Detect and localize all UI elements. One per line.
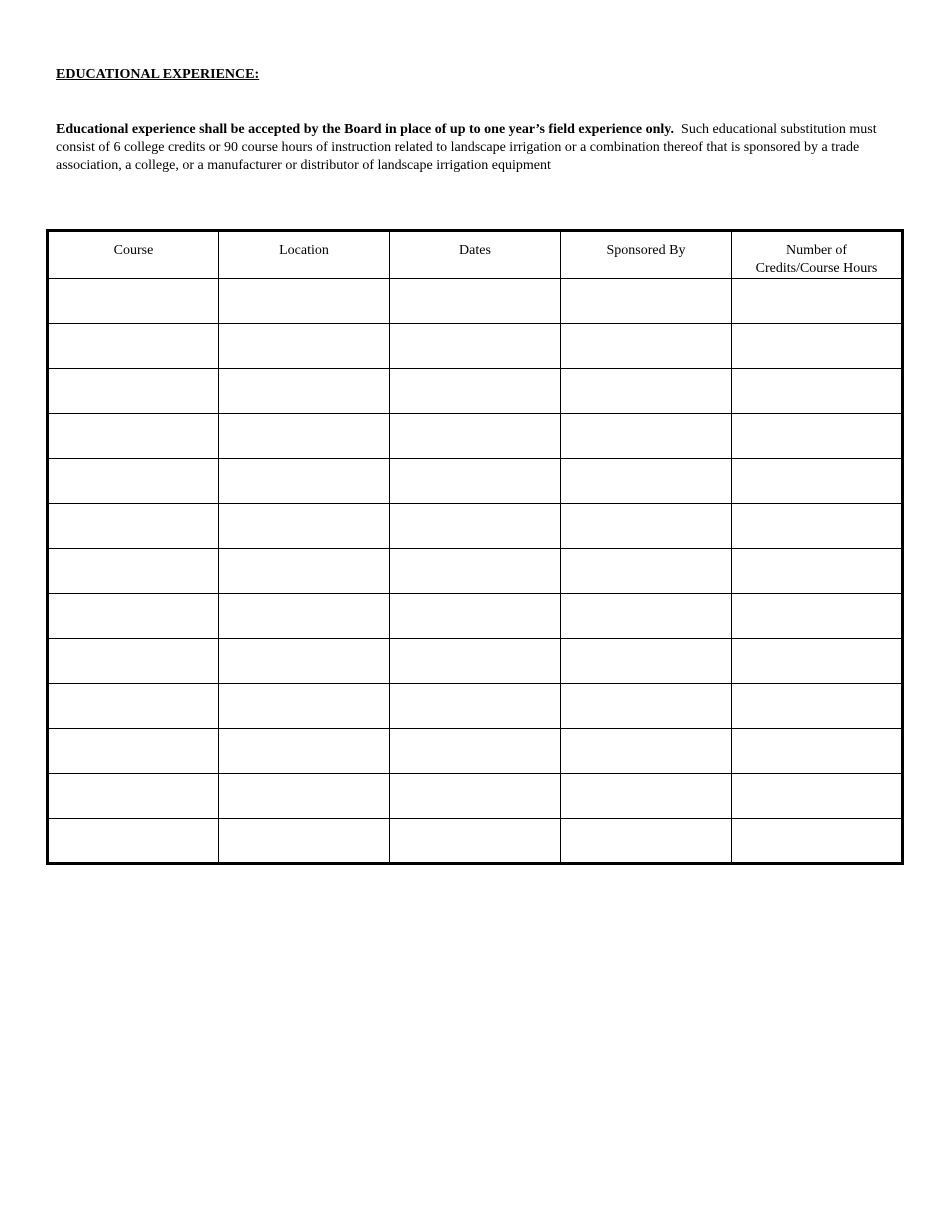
cell-dates[interactable] <box>390 639 561 684</box>
intro-bold-text: Educational experience shall be accepted by the Board in place of up to one year’s field experience only. <box>56 122 675 137</box>
cell-course[interactable] <box>48 819 219 864</box>
cell-credits[interactable] <box>732 819 903 864</box>
cell-location[interactable] <box>219 459 390 504</box>
cell-sponsored-by[interactable] <box>561 639 732 684</box>
cell-sponsored-by[interactable] <box>561 324 732 369</box>
column-header-label: Dates <box>459 243 491 258</box>
column-header-course <box>48 231 219 279</box>
cell-dates[interactable] <box>390 819 561 864</box>
cell-credits[interactable] <box>732 729 903 774</box>
column-header-label: Sponsored By <box>606 243 686 258</box>
cell-credits[interactable] <box>732 549 903 594</box>
cell-sponsored-by[interactable] <box>561 684 732 729</box>
cell-dates[interactable] <box>390 549 561 594</box>
cell-location[interactable] <box>219 729 390 774</box>
cell-sponsored-by[interactable] <box>561 594 732 639</box>
table-row <box>48 594 903 639</box>
table-row <box>48 279 903 324</box>
intro-body-text: Such educational substitution must consist of 6 college credits or 90 course hours of instruction related to landscape irrigation or a combination thereof that is sponsored by a trade association, a college, or a manufacturer or distributor of landscape irrigation equipment <box>56 122 877 173</box>
cell-course[interactable] <box>48 369 219 414</box>
table-row <box>48 549 903 594</box>
table-row <box>48 684 903 729</box>
column-header-label: Location <box>279 243 329 258</box>
table-row <box>48 459 903 504</box>
cell-location[interactable] <box>219 324 390 369</box>
cell-course[interactable] <box>48 324 219 369</box>
table-row <box>48 729 903 774</box>
cell-sponsored-by[interactable] <box>561 414 732 459</box>
cell-location[interactable] <box>219 684 390 729</box>
cell-dates[interactable] <box>390 504 561 549</box>
cell-location[interactable] <box>219 819 390 864</box>
cell-location[interactable] <box>219 504 390 549</box>
column-header-label: Course <box>113 243 154 258</box>
cell-course[interactable] <box>48 504 219 549</box>
cell-location[interactable] <box>219 594 390 639</box>
column-header-credits <box>732 231 903 279</box>
cell-credits[interactable] <box>732 414 903 459</box>
cell-dates[interactable] <box>390 324 561 369</box>
column-header-sponsored-by <box>561 231 732 279</box>
table-row <box>48 774 903 819</box>
table-row <box>48 639 903 684</box>
cell-location[interactable] <box>219 369 390 414</box>
cell-sponsored-by[interactable] <box>561 819 732 864</box>
cell-course[interactable] <box>48 639 219 684</box>
table-row <box>48 504 903 549</box>
intro-paragraph <box>56 121 896 175</box>
cell-sponsored-by[interactable] <box>561 459 732 504</box>
cell-sponsored-by[interactable] <box>561 774 732 819</box>
cell-location[interactable] <box>219 549 390 594</box>
cell-location[interactable] <box>219 639 390 684</box>
cell-sponsored-by[interactable] <box>561 549 732 594</box>
cell-course[interactable] <box>48 729 219 774</box>
column-header-dates <box>390 231 561 279</box>
cell-credits[interactable] <box>732 639 903 684</box>
column-header-location <box>219 231 390 279</box>
cell-dates[interactable] <box>390 279 561 324</box>
cell-course[interactable] <box>48 414 219 459</box>
cell-dates[interactable] <box>390 594 561 639</box>
cell-sponsored-by[interactable] <box>561 504 732 549</box>
cell-credits[interactable] <box>732 324 903 369</box>
column-header-label-line2: Credits/Course Hours <box>755 261 878 276</box>
cell-dates[interactable] <box>390 369 561 414</box>
table-body <box>48 279 903 864</box>
cell-credits[interactable] <box>732 684 903 729</box>
section-heading: EDUCATIONAL EXPERIENCE: <box>56 67 260 82</box>
cell-dates[interactable] <box>390 774 561 819</box>
cell-course[interactable] <box>48 279 219 324</box>
cell-dates[interactable] <box>390 684 561 729</box>
cell-sponsored-by[interactable] <box>561 279 732 324</box>
table-row <box>48 369 903 414</box>
cell-course[interactable] <box>48 594 219 639</box>
cell-location[interactable] <box>219 414 390 459</box>
cell-course[interactable] <box>48 774 219 819</box>
column-header-label: Number of <box>785 243 848 258</box>
cell-credits[interactable] <box>732 774 903 819</box>
table-row <box>48 324 903 369</box>
cell-dates[interactable] <box>390 414 561 459</box>
cell-credits[interactable] <box>732 279 903 324</box>
table-row <box>48 414 903 459</box>
cell-dates[interactable] <box>390 729 561 774</box>
table-row <box>48 819 903 864</box>
cell-location[interactable] <box>219 279 390 324</box>
cell-location[interactable] <box>219 774 390 819</box>
cell-course[interactable] <box>48 549 219 594</box>
cell-credits[interactable] <box>732 594 903 639</box>
educational-experience-table <box>46 229 904 865</box>
cell-sponsored-by[interactable] <box>561 369 732 414</box>
cell-credits[interactable] <box>732 504 903 549</box>
cell-course[interactable] <box>48 459 219 504</box>
cell-course[interactable] <box>48 684 219 729</box>
cell-sponsored-by[interactable] <box>561 729 732 774</box>
cell-credits[interactable] <box>732 459 903 504</box>
table-header-row <box>48 231 903 279</box>
cell-dates[interactable] <box>390 459 561 504</box>
cell-credits[interactable] <box>732 369 903 414</box>
